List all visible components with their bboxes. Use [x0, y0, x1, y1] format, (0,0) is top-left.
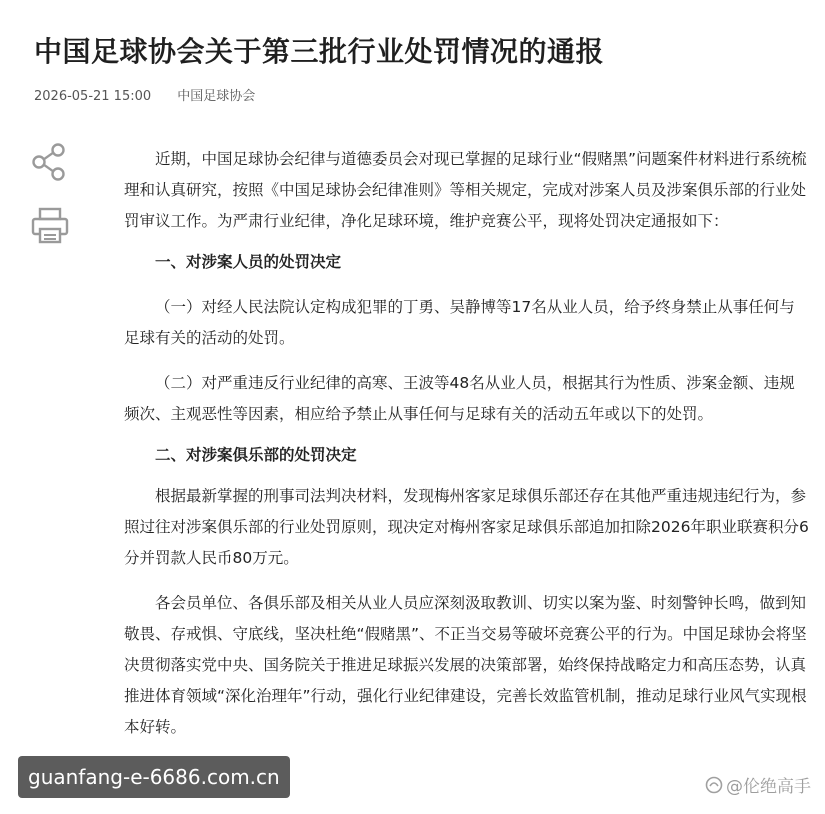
article-body — [124, 144, 810, 743]
publish-datetime: 2026-05-21 15:00 — [34, 89, 152, 104]
section1-heading: 一、对涉案人员的处罚决定 — [155, 253, 342, 271]
watermark-url: guanfang-e-6686.com.cn — [18, 756, 290, 798]
side-toolbar — [30, 142, 70, 270]
watermark-author — [705, 772, 811, 799]
author-logo-icon — [705, 776, 723, 799]
section1-item2: （二）对严重违反行业纪律的高寒、王波等48名从业人员，根据其行为性质、涉案金额、违规频次、主观恶性等因素，相应给予禁止从事任何与足球有关的活动五年或以下的处罚。 — [124, 374, 795, 423]
section1-item1: （一）对经人民法院认定构成犯罪的丁勇、吴静博等17名从业人员，给予终身禁止从事任何与足球有关的活动的处罚。 — [124, 298, 795, 347]
intro-paragraph: 近期，中国足球协会纪律与道德委员会对现已掌握的足球行业“假赌黑”问题案件材料进行系统梳理和认真研究，按照《中国足球协会纪律准则》等相关规定，完成对涉案人员及涉案俱乐部的行业处罚审议工作。为严肃行业纪律，净化足球环境，维护竞赛公平，现将处罚决定通报如下： — [124, 150, 807, 230]
article-meta — [34, 85, 255, 104]
print-icon[interactable] — [30, 206, 70, 246]
share-icon[interactable] — [30, 142, 70, 182]
section2-paragraph: 根据最新掌握的刑事司法判决材料，发现梅州客家足球俱乐部还存在其他严重违规违纪行为，参照过往对涉案俱乐部的行业处罚原则，现决定对梅州客家足球俱乐部追加扣除2026年职业联赛积分6分并罚款人民币80万元。 — [124, 487, 809, 567]
article-title: 中国足球协会关于第三批行业处罚情况的通报 — [34, 35, 605, 68]
section2-heading: 二、对涉案俱乐部的处罚决定 — [155, 446, 357, 464]
article-source[interactable]: 中国足球协会 — [177, 89, 256, 104]
closing-paragraph: 各会员单位、各俱乐部及相关从业人员应深刻汲取教训、切实以案为鉴、时刻警钟长鸣，做到知敬畏、存戒惧、守底线，坚决杜绝“假赌黑”、不正当交易等破坏竞赛公平的行为。中国足球协会将坚决贯彻落实党中央、国务院关于推进足球振兴发展的决策部署，始终保持战略定力和高压态势，认真推进体育领域“深化治理年”行动，强化行业纪律建设，完善长效监管机制，推动足球行业风气实现根本好转。 — [124, 594, 807, 736]
watermark-author-text: @伦绝高手 — [726, 777, 811, 797]
